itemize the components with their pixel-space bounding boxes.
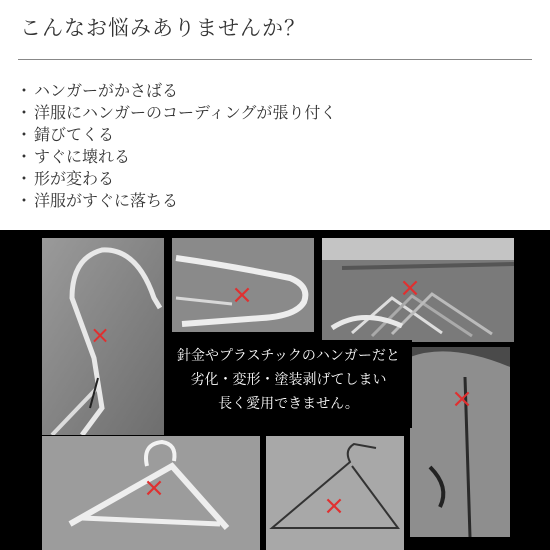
bullet-mark: ・ <box>16 103 33 122</box>
list-item <box>16 146 336 168</box>
caption-line: 長く愛用できません。 <box>218 396 359 412</box>
caption-line: 劣化・変形・塗装剥げてしまい <box>190 372 387 388</box>
bullet-mark: ・ <box>16 125 33 144</box>
problem-text: 洋服にハンガーのコーディングが張り付く <box>34 103 337 122</box>
photo-bent-wire-hanger <box>42 238 164 435</box>
photo-collage <box>0 230 550 550</box>
list-item <box>16 80 336 102</box>
problem-text: 洋服がすぐに落ちる <box>34 191 179 210</box>
photo-closet-hangers <box>322 238 514 342</box>
list-item <box>16 168 336 190</box>
problem-text: すぐに壊れる <box>34 147 131 166</box>
page-title: こんなお悩みありませんか？ <box>20 16 306 40</box>
problem-text: 形が変わる <box>34 169 115 188</box>
bullet-mark: ・ <box>16 191 33 210</box>
x-mark-icon: × <box>323 491 345 521</box>
x-mark-icon: × <box>89 321 111 349</box>
x-mark-icon: × <box>143 473 165 503</box>
bullet-mark: ・ <box>16 147 33 166</box>
hanger-problem-caption <box>165 340 412 428</box>
photo-plastic-hanger <box>42 436 260 550</box>
photo-flat-hanger <box>172 238 314 332</box>
header <box>0 0 550 62</box>
caption-line: 針金やプラスチックのハンガーだと <box>177 348 400 364</box>
problem-text: ハンガーがかさばる <box>34 81 179 100</box>
x-mark-icon: × <box>399 273 421 303</box>
bullet-mark: ・ <box>16 169 33 188</box>
bullet-mark: ・ <box>16 81 33 100</box>
list-item <box>16 124 336 146</box>
divider <box>18 59 532 60</box>
list-item <box>16 190 336 212</box>
x-mark-icon: × <box>451 384 473 414</box>
problem-text: 錆びてくる <box>34 125 115 144</box>
photo-broken-wood-hanger <box>410 347 510 537</box>
list-item <box>16 102 336 124</box>
photo-thin-wire-hanger <box>266 436 404 550</box>
x-mark-icon: × <box>231 280 253 310</box>
problem-list <box>16 80 336 212</box>
